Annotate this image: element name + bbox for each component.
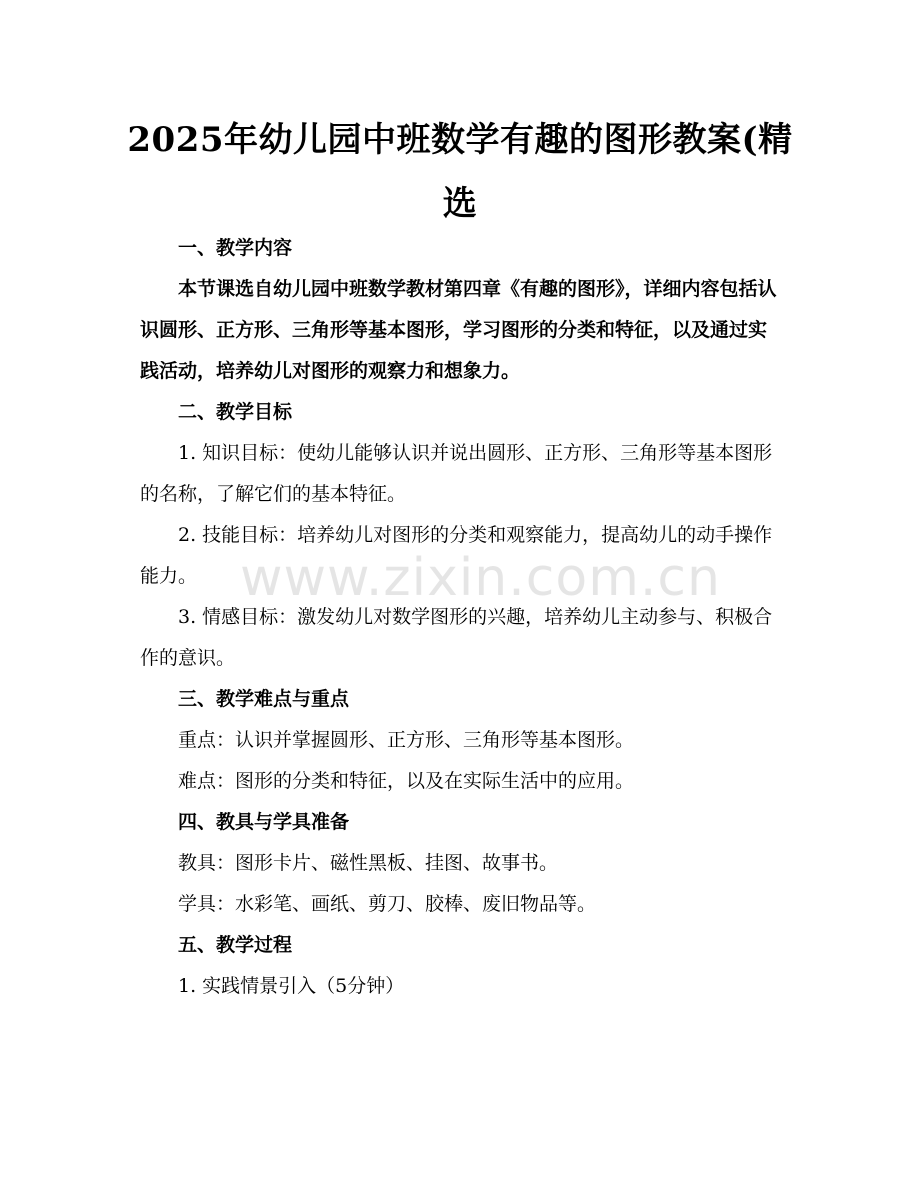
key-point: 重点：认识并掌握圆形、正方形、三角形等基本图形。 [178, 729, 635, 751]
section-content-paragraph: 本节课选自幼儿园中班数学教材第四章《有趣的图形》，详细内容包括认识圆形、正方形、三角形等基本图形，学习图形的分类和特征，以及通过实践活动，培养幼儿对图形的观察力和想象力。 [140, 278, 777, 382]
section-heading-objectives: 二、教学目标 [178, 401, 293, 423]
objective-knowledge: 1. 知识目标：使幼儿能够认识并说出圆形、正方形、三角形等基本图形的名称，了解它们的基本特征。 [140, 442, 773, 505]
section-heading-key-points: 三、教学难点与重点 [178, 688, 350, 710]
section-heading-content: 一、教学内容 [178, 237, 293, 259]
process-step-1: 1. 实践情景引入（5分钟） [178, 975, 405, 997]
watermark: www.zixin.com.cn [240, 548, 721, 608]
document-title: 2025年幼儿园中班数学有趣的图形教案(精选 [127, 120, 793, 224]
section-heading-materials: 四、教具与学具准备 [178, 811, 350, 833]
document-body [140, 228, 780, 1007]
difficulty-point: 难点：图形的分类和特征，以及在实际生活中的应用。 [178, 770, 635, 792]
learning-aids: 学具：水彩笔、画纸、剪刀、胶棒、废旧物品等。 [178, 893, 597, 915]
objective-emotion: 3. 情感目标：激发幼儿对数学图形的兴趣，培养幼儿主动参与、积极合作的意识。 [140, 606, 773, 669]
teaching-aids: 教具：图形卡片、磁性黑板、挂图、故事书。 [178, 852, 559, 874]
objective-skill: 2. 技能目标：培养幼儿对图形的分类和观察能力，提高幼儿的动手操作能力。 [140, 524, 773, 587]
section-heading-process: 五、教学过程 [178, 934, 293, 956]
